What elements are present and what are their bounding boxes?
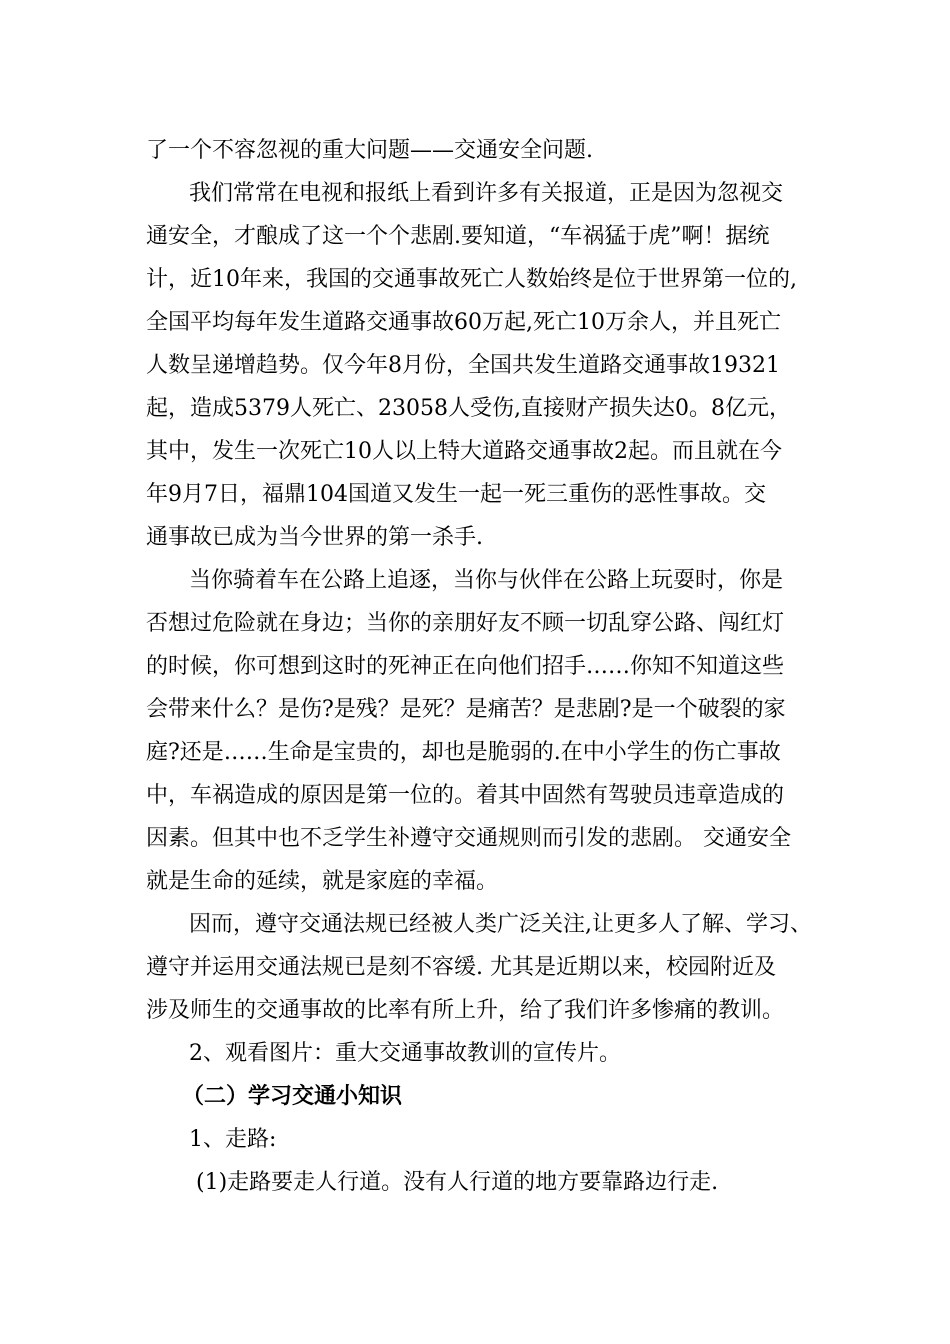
text-line: 其中，发生一次死亡10人以上特大道路交通事故2起。而且就在今 <box>146 439 782 464</box>
text-line: 遵守并运用交通法规已是刻不容缓. 尤其是近期以来，校园附近及 <box>146 955 776 980</box>
text-line: 因素。但其中也不乏学生补遵守交通规则而引发的悲剧。 交通安全 <box>146 826 791 851</box>
list-item-line: 2、观看图片：重大交通事故教训的宣传片。 <box>189 1041 621 1066</box>
text-line: 计，近10年来，我国的交通事故死亡人数始终是位于世界第一位的, <box>146 267 797 292</box>
text-line: 就是生命的延续，就是家庭的幸福。 <box>146 869 499 894</box>
text-line: 涉及师生的交通事故的比率有所上升，给了我们许多惨痛的教训。 <box>146 998 785 1023</box>
paragraph-start-line: 因而，遵守交通法规已经被人类广泛关注,让更多人了解、学习、 <box>189 912 812 937</box>
list-item-line: 1、走路: <box>189 1127 277 1152</box>
section-heading: （二）学习交通小知识 <box>182 1084 403 1109</box>
paragraph-start-line: 我们常常在电视和报纸上看到许多有关报道，正是因为忽视交 <box>189 181 784 206</box>
text-line: 年9月7日，福鼎104国道又发生一起一死三重伤的恶性事故。交 <box>146 482 766 507</box>
text-line: 全国平均每年发生道路交通事故60万起,死亡10万余人，并且死亡 <box>146 310 781 335</box>
text-line: 通事故已成为当今世界的第一杀手. <box>146 525 483 550</box>
text-line: 人数呈递增趋势。仅今年8月份，全国共发生道路交通事故19321 <box>146 353 780 378</box>
text-line: 中，车祸造成的原因是第一位的。着其中固然有驾驶员违章造成的 <box>146 783 785 808</box>
text-line: 否想过危险就在身边；当你的亲朋好友不顾一切乱穿公路、闯红灯 <box>146 611 785 636</box>
text-line: 起，造成5379人死亡、23058人受伤,直接财产损失达0。8亿元， <box>146 396 791 421</box>
text-line: 庭?还是……生命是宝贵的，却也是脆弱的.在中小学生的伤亡事故 <box>146 740 781 765</box>
list-item-line: (1)走路要走人行道。没有人行道的地方要靠路边行走. <box>196 1170 719 1195</box>
text-line: 会带来什么？是伤?是残？是死？是痛苦？是悲剧?是一个破裂的家 <box>146 697 786 722</box>
text-line: 的时候，你可想到这时的死神正在向他们招手……你知不知道这些 <box>146 654 785 679</box>
text-line: 通安全，才酿成了这一个个悲剧.要知道，“车祸猛于虎”啊！据统 <box>146 224 770 249</box>
text-line: 了一个不容忽视的重大问题——交通安全问题. <box>146 138 593 163</box>
paragraph-start-line: 当你骑着车在公路上追逐，当你与伙伴在公路上玩耍时，你是 <box>189 568 784 593</box>
